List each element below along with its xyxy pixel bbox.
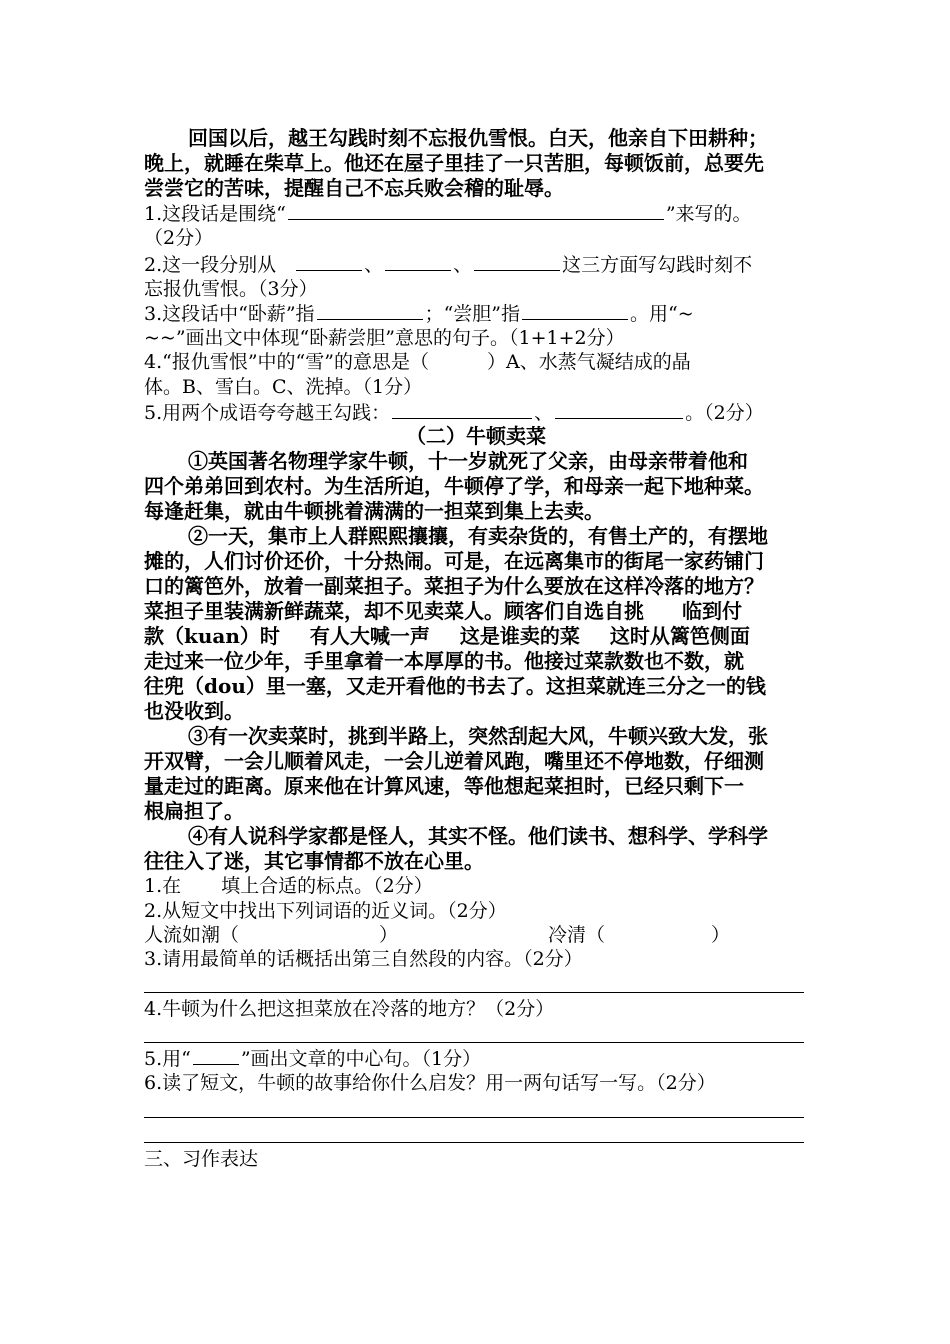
passage-line: 回国以后，越王勾践时刻不忘报仇雪恨。白天，他亲自下田耕种； [188,126,768,150]
question-4: 4.“报仇雪恨”中的“雪”的意思是（ ）A、水蒸气凝结成的晶 [144,351,691,373]
question-2-5: 5.用“ ”画出文章的中心句。（1分） [144,1048,482,1070]
passage-line: 根扁担了。 [144,799,244,823]
passage-line: ③有一次卖菜时，挑到半路上，突然刮起大风，牛顿兴致大发，张 [188,724,768,748]
question-5: 5.用两个成语夸夸越王勾践： 、 。（2分） [144,402,764,424]
passage-line: 款（kuan）时 有人大喊一声 这是谁卖的菜 这时从篱笆侧面 [144,624,750,648]
passage-line: 走过来一位少年，手里拿着一本厚厚的书。他接过菜款数也不数，就 [144,649,744,673]
question-2-cont: 忘报仇雪恨。（3分） [144,278,318,300]
question-2: 2.这一段分别从 、 、 这三方面写勾践时刻不 [144,254,753,276]
answer-blank[interactable] [288,201,664,220]
passage-line: ②一天，集市上人群熙熙攘攘，有卖杂货的，有售土产的，有摆地 [188,524,768,548]
question-3-cont: ~~”画出文中体现“卧薪尝胆”意思的句子。（1+1+2分） [144,327,625,349]
answer-line[interactable] [144,992,804,993]
answer-line[interactable] [144,1142,804,1143]
question-2-6: 6.读了短文，牛顿的故事给你什么启发？用一两句话写一写。（2分） [144,1072,716,1094]
answer-line[interactable] [144,1117,804,1118]
answer-blank[interactable] [392,400,532,419]
answer-blank[interactable] [385,252,451,271]
passage-line: 往兜（dou）里一塞，又走开看他的书去了。这担菜就连三分之一的钱 [144,674,766,698]
passage-line: 晚上，就睡在柴草上。他还在屋子里挂了一只苦胆，每顿饭前，总要先 [144,151,764,175]
passage-line: 量走过的距离。原来他在计算风速，等他想起菜担时，已经只剩下一 [144,774,744,798]
passage-line: ④有人说科学家都是怪人，其实不怪。他们读书、想科学、学科学 [188,824,768,848]
question-2-2-words: 人流如潮（ ） 冷清（ ） [144,924,731,946]
passage-line: 尝尝它的苦味，提醒自己不忘兵败会稽的耻辱。 [144,176,564,200]
section-title: 三、习作表达 [144,1148,259,1170]
question-3: 3.这段话中“卧薪”指 ；“尝胆”指 。用“~ [144,303,694,325]
passage-line: 开双臂，一会儿顺着风走，一会儿逆着风跑，嘴里还不停地数，仔细测 [144,749,764,773]
passage-line: 菜担子里装满新鲜蔬菜，却不见卖菜人。顾客们自选自挑 临到付 [144,599,742,623]
question-2-2: 2.从短文中找出下列词语的近义词。（2分） [144,900,507,922]
answer-blank[interactable] [193,1046,239,1065]
answer-blank[interactable] [555,400,683,419]
passage-line: 也没收到。 [144,699,244,723]
question-2-4: 4.牛顿为什么把这担菜放在冷落的地方？（2分） [144,998,555,1020]
question-2-3: 3.请用最简单的话概括出第三自然段的内容。（2分） [144,948,583,970]
question-1-score: （2分） [144,227,214,249]
passage-line: 口的篱笆外，放着一副菜担子。菜担子为什么要放在这样冷落的地方？ [144,574,764,598]
answer-blank[interactable] [474,252,560,271]
answer-blank[interactable] [317,301,423,320]
answer-blank[interactable] [296,252,362,271]
passage-line: 摊的，人们讨价还价，十分热闹。可是，在远离集市的街尾一家药铺门 [144,549,764,573]
question-1: 1.这段话是围绕“ ”来写的。 [144,203,752,225]
passage-line: 往往入了迷，其它事情都不放在心里。 [144,849,484,873]
section-title: （二）牛顿卖菜 [406,424,546,448]
passage-line: ①英国著名物理学家牛顿，十一岁就死了父亲，由母亲带着他和 [188,449,748,473]
question-2-1: 1.在 填上合适的标点。（2分） [144,875,433,897]
answer-blank[interactable] [522,301,628,320]
question-4-cont: 体。B、雪白。C、洗掉。（1分） [144,376,423,398]
passage-line: 四个弟弟回到农村。为生活所迫，牛顿停了学，和母亲一起下地种菜。 [144,474,764,498]
answer-line[interactable] [144,1042,804,1043]
passage-line: 每逢赶集，就由牛顿挑着满满的一担菜到集上去卖。 [144,499,604,523]
